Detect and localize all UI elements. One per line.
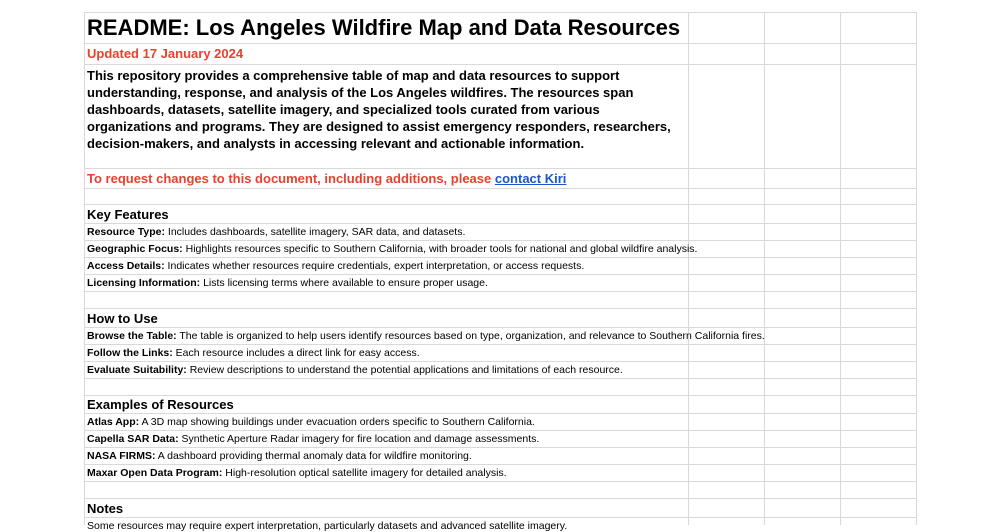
list-item: Evaluate Suitability: Review descriptions to understand the potential applications and limitations of each resource. [87,364,623,376]
list-item: Access Details: Indicates whether resources require credentials, expert interpretation, or access requests. [87,260,585,272]
intro-paragraph: This repository provides a comprehensive table of map and data resources to support understanding, response, and analysis of the Los Angeles wildfires. The resources span dashboards, datasets, satellite imagery, and specialized tools curated from various organizations and programs. They are designed to assist emergency responders, researchers, decision-makers, and analysts in accessing relevant and actionable information. [87,68,671,151]
list-item: Follow the Links: Each resource includes a direct link for easy access. [87,347,420,359]
list-item: NASA FIRMS: A dashboard providing thermal anomaly data for wildfire monitoring. [87,450,472,462]
list-item: Maxar Open Data Program: High-resolution optical satellite imagery for detailed analysis. [87,467,507,479]
how-to-use-heading: How to Use [87,311,158,326]
list-item: Geographic Focus: Highlights resources specific to Southern California, with broader tools for national and global wildfire analysis. [87,243,698,255]
request-text: To request changes to this document, including additions, please [87,171,495,186]
notes-heading: Notes [87,501,124,516]
examples-heading: Examples of Resources [87,397,234,412]
list-item: Atlas App: A 3D map showing buildings under evacuation orders specific to Southern California. [87,416,535,428]
list-item: Resource Type: Includes dashboards, satellite imagery, SAR data, and datasets. [87,226,466,238]
key-features-heading: Key Features [87,207,169,222]
list-item: Licensing Information: Lists licensing terms where available to ensure proper usage. [87,277,488,289]
page-title: README: Los Angeles Wildfire Map and Data Resources [87,15,681,40]
request-changes [87,172,566,185]
contact-kiri-link[interactable]: contact Kiri [494,171,567,186]
list-item: Capella SAR Data: Synthetic Aperture Radar imagery for fire location and damage assessments. [87,433,540,445]
list-item: Browse the Table: The table is organized to help users identify resources based on type, organization, and relevance to Southern California fires. [87,330,765,342]
list-item: Some resources may require expert interpretation, particularly datasets and advanced satellite imagery. [87,520,568,532]
updated-date: Updated 17 January 2024 [87,46,244,61]
